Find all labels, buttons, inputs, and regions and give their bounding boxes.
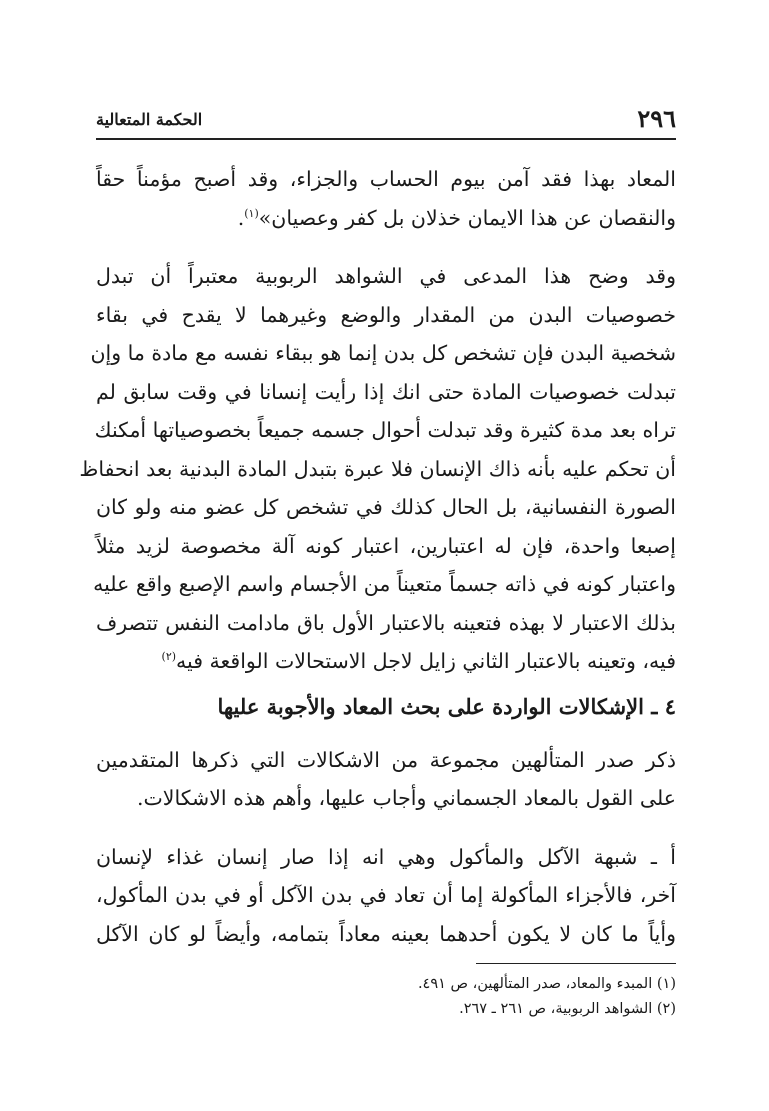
- text-line: واعتبار كونه في ذاته جسماً متعيناً من الأجسام واسم الإصبع واقع عليه: [93, 572, 676, 596]
- text-line: خصوصيات البدن من المقدار والوضع وغيرهما لا يقدح في بقاء: [96, 302, 676, 327]
- footnote-marker: (١): [244, 206, 259, 220]
- paragraph-gap: [96, 818, 676, 838]
- text-line: على القول بالمعاد الجسماني وأجاب عليها، وأهم هذه الاشكالات.: [136, 786, 676, 810]
- running-title: الحكمة المتعالية: [96, 110, 203, 129]
- header-rule: [96, 138, 676, 140]
- page-body: [79, 160, 676, 953]
- footnote-rule: [476, 963, 676, 964]
- text-line: الصورة النفسانية، بل الحال كذلك في تشخص كل عضو منه ولو كان: [96, 495, 676, 519]
- text-line: وأياً ما كان لا يكون أحدهما بعينه معاداً بتمامه، وأيضاً لو كان الآكل: [96, 921, 676, 946]
- text-line: فيه، وتعينه بالاعتبار الثاني زايل لاجل الاستحالات الواقعة فيه$^{(٢)}$: [161, 649, 676, 673]
- text-line: تراه بعد مدة كثيرة وقد تبدلت أحوال جسمه جميعاً بخصوصياتها أمكنك: [94, 418, 676, 442]
- text-line: بذلك الاعتبار لا بهذه فتعينه بالاعتبار الأول باق مادامت النفس تتصرف: [96, 610, 676, 635]
- paragraph-gap: [96, 237, 676, 257]
- text-line: أن تحكم عليه بأنه ذاك الإنسان فلا عبرة بتبدل المادة البدنية بعد انحفاظ: [79, 456, 676, 481]
- text-line: إصبعا واحدة، فإن له اعتبارين، اعتبار كونه آلة مخصوصة لزيد مثلاً: [96, 533, 676, 558]
- page-number: ٢٩٦: [637, 104, 676, 133]
- footnote: (١) المبدء والمعاد، صدر المتألهين، ص ٤٩١.: [417, 976, 676, 992]
- section-heading: ٤ ـ الإشكالات الواردة على بحث المعاد والأجوبة عليها: [217, 693, 676, 719]
- text-line: شخصية البدن فإن تشخص كل بدن إنما هو ببقاء نفسه مع مادة ما وإن: [90, 341, 676, 365]
- text-line: آخر، فالأجزاء المأكولة إما أن تعاد في بدن الآكل أو في بدن المأكول،: [96, 883, 676, 907]
- footnotes: [96, 972, 676, 1022]
- text-line: والنقصان عن هذا الايمان خذلان بل كفر وعصيان»$^{(١)}$.: [237, 205, 676, 230]
- text-line: ذكر صدر المتألهين مجموعة من الاشكالات التي ذكرها المتقدمين: [96, 747, 676, 772]
- footnote-marker: (٢): [161, 650, 177, 664]
- text-line: تبدلت خصوصيات المادة حتى انك إذا رأيت إنسانا في وقت سابق لم: [96, 379, 676, 404]
- text-line: المعاد بهذا فقد آمن بيوم الحساب والجزاء، وقد أصبح مؤمناً حقاً: [96, 167, 676, 191]
- text-line: وقد وضح هذا المدعى في الشواهد الربوبية معتبراً أن تبدل: [96, 264, 676, 288]
- page-header: [96, 104, 676, 136]
- footnote: (٢) الشواهد الربوبية، ص ٢٦١ ـ ٢٦٧.: [459, 1001, 676, 1017]
- text-line: أ ـ شبهة الآكل والمأكول وهي انه إذا صار إنسان غذاء لإنسان: [96, 844, 676, 869]
